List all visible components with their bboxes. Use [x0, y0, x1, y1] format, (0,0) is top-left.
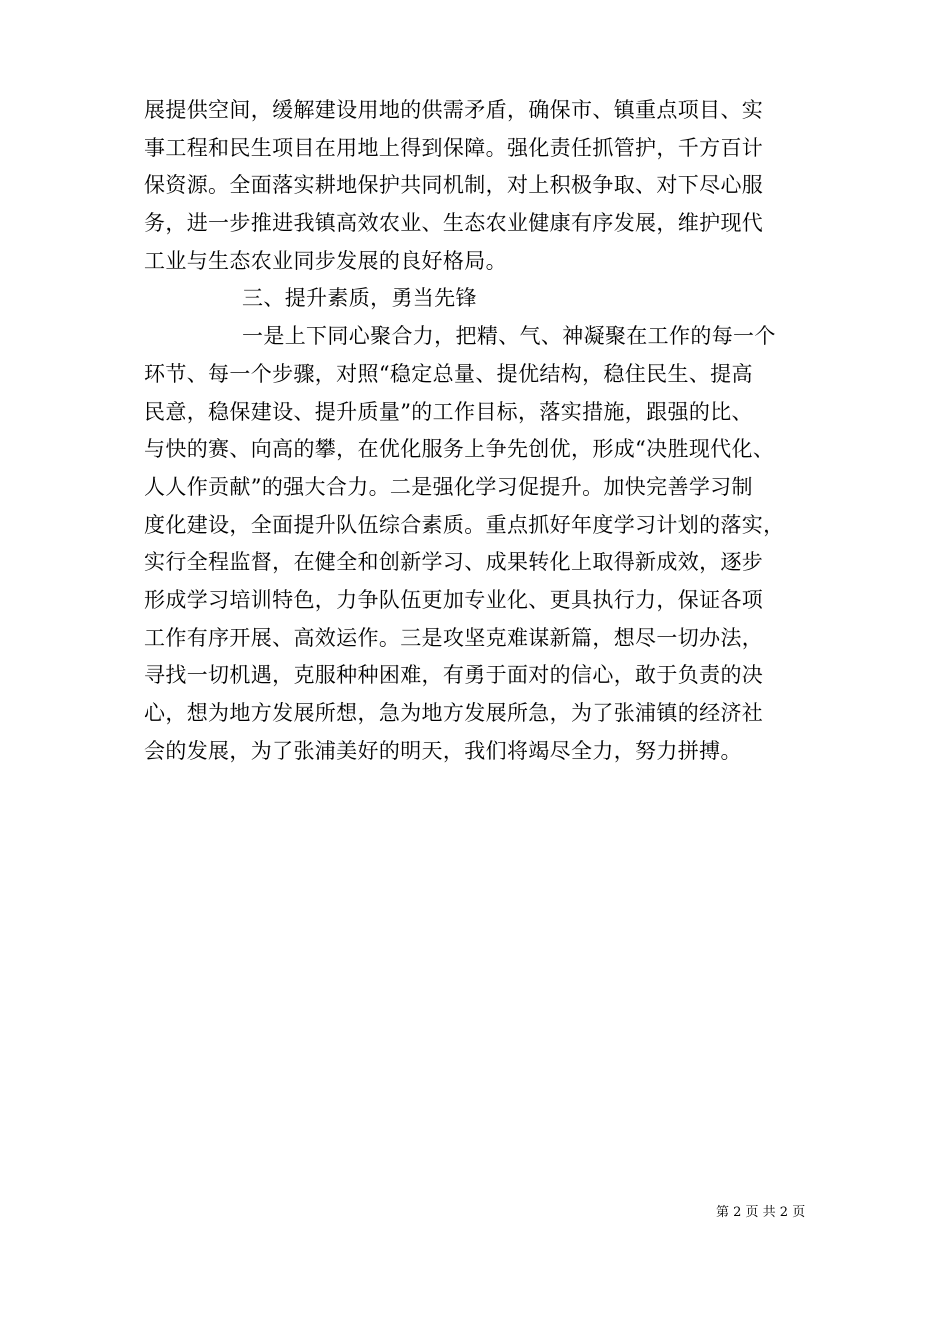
text-line: 实行全程监督，在健全和创新学习、成果转化上取得新成效，逐步 — [144, 550, 764, 575]
text-line: 与快的赛、向高的攀，在优化服务上争先创优，形成“决胜现代化、 — [144, 437, 775, 462]
text-line: 度化建设，全面提升队伍综合素质。重点抓好年度学习计划的落实， — [144, 512, 785, 537]
text-line: 一是上下同心聚合力，把精、气、神凝聚在工作的每一个 — [242, 324, 776, 349]
text-line: 寻找一切机遇，克服种种困难，有勇于面对的信心，敢于负责的决 — [144, 663, 764, 688]
text-line: 环节、每一个步骤，对照“稳定总量、提优结构，稳住民生、提高 — [144, 361, 753, 386]
text-line: 保资源。全面落实耕地保护共同机制，对上积极争取、对下尽心服 — [144, 173, 764, 198]
text-line: 工业与生态农业同步发展的良好格局。 — [144, 248, 507, 273]
page-number-footer: 第 2 页 共 2 页 — [716, 1205, 806, 1220]
text-line: 形成学习培训特色，力争队伍更加专业化、更具执行力，保证各项 — [144, 587, 764, 612]
text-line: 会的发展，为了张浦美好的明天，我们将竭尽全力，努力拼搏。 — [144, 738, 742, 763]
text-line: 展提供空间，缓解建设用地的供需矛盾，确保市、镇重点项目、实 — [144, 98, 764, 122]
text-line: 心，想为地方发展所想，急为地方发展所急，为了张浦镇的经济社 — [144, 701, 764, 725]
text-line: 工作有序开展、高效运作。三是攻坚克难谋新篇，想尽一切办法， — [144, 625, 764, 650]
section-heading: 三、提升素质，勇当先锋 — [242, 286, 477, 311]
text-line: 务，进一步推进我镇高效农业、生态农业健康有序发展，维护现代 — [144, 211, 764, 236]
text-line: 事工程和民生项目在用地上得到保障。强化责任抓管护，千方百计 — [144, 135, 764, 160]
text-line: 人人作贡献”的强大合力。二是强化学习促提升。加快完善学习制 — [144, 474, 753, 499]
body-text — [144, 92, 812, 770]
text-line: 民意，稳保建设、提升质量”的工作目标，落实措施，跟强的比、 — [144, 399, 753, 424]
